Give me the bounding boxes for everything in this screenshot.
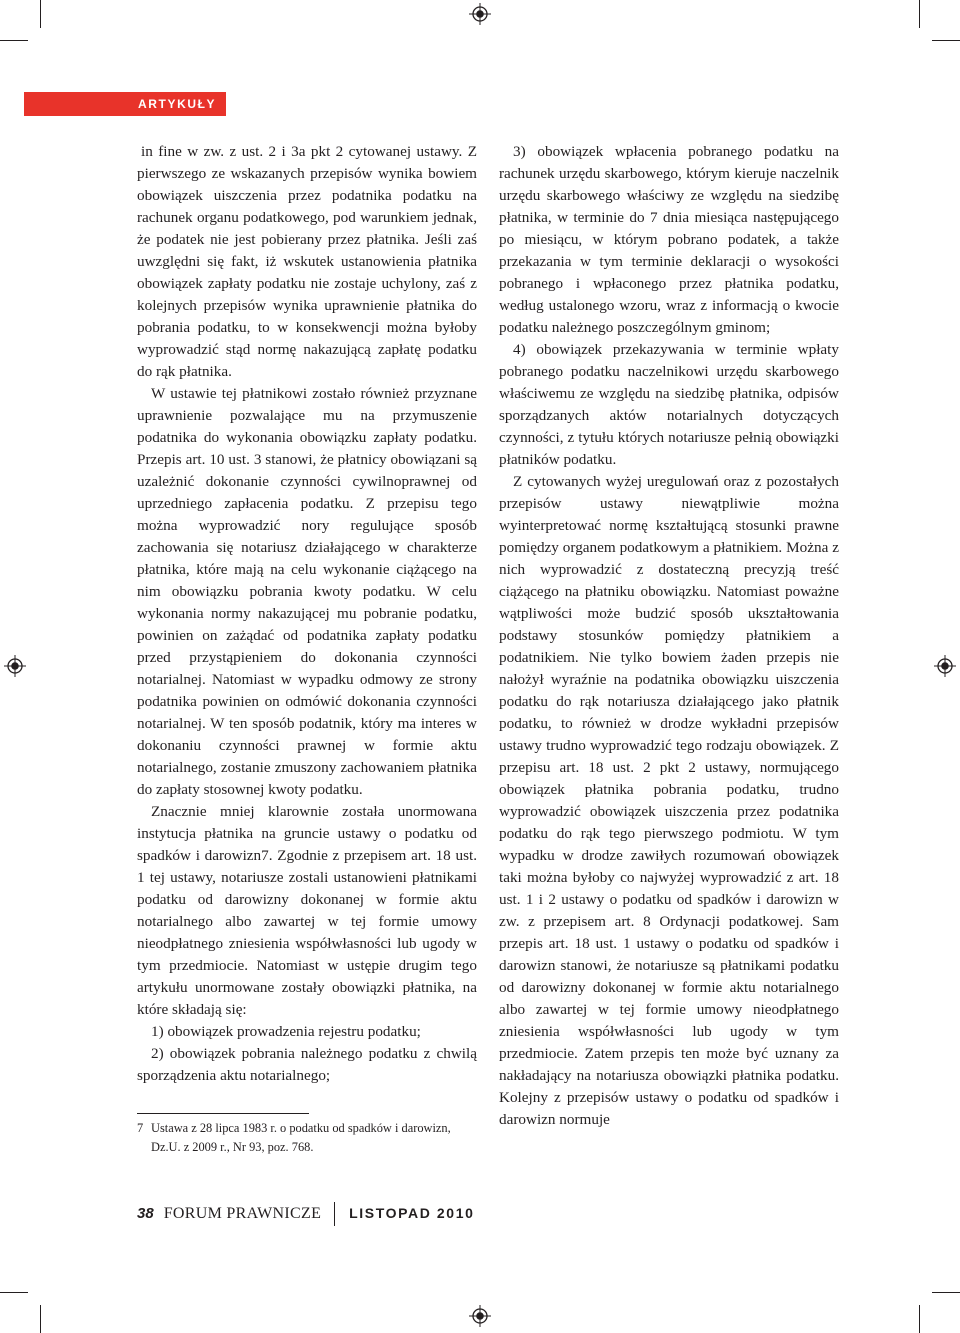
crop-mark [919,0,920,28]
crop-mark [932,1292,960,1293]
footer-divider [334,1202,335,1226]
issue-date: LISTOPAD 2010 [349,1205,475,1221]
registration-mark-icon [469,1305,491,1327]
crop-mark [0,40,28,41]
paragraph: Znacznie mniej klarownie została unormowana instytucja płatnika na gruncie ustawy o podatku od spadków i darowizn7. Zgodnie z przepisem art. 18 ust. 1 tej ustawy, notariusze zostali ustanowieni płatnikami podatku od darowizny dokonanej w formie aktu notarialnego albo zawartej w tej formie umowy nieodpłatnego zniesienia współwłasności lub ugody w tym przedmiocie. Natomiast w ustępie drugim tego artykułu unormowane zostały obowiązki płatnika, na które składają się: [137,803,477,1018]
crop-mark [919,1305,920,1333]
footnote-number: 7 [137,1121,144,1135]
section-label: ARTYKUŁY [24,92,226,116]
crop-mark [40,1305,41,1333]
footnote-text: Ustawa z 28 lipca 1983 r. o podatku od spadków i darowizn, Dz.U. z 2009 r., Nr 93, poz. 768. [151,1121,451,1154]
list-item: 1) obowiązek prowadzenia rejestru podatku; [151,1023,421,1040]
page-number: 38 [137,1205,154,1222]
crop-mark [932,40,960,41]
page-footer [137,1200,474,1226]
footnote [137,1119,482,1157]
list-item: 3) obowiązek wpłacenia pobranego podatku na rachunek urzędu skarbowego, którym kieruje naczelnik urzędu skarbowego właściwy ze względu na siedzibę płatnika, w terminie do 7 dnia miesiąca następującego po miesiącu, w którym pobrano podatek, a także przekazania w tym terminie deklaracji o wysokości pobranego i wpłaconego przez płatnika podatku, według ustalonego wzoru, wraz z informacją o kwocie podatku należnego poszczególnym gminom; [499,143,839,336]
registration-mark-icon [469,3,491,25]
list-item: 4) obowiązek przekazywania w terminie wpłaty pobranego podatku naczelnikowi urzędu skarbowego właściwemu ze względu na siedzibę płatnika, odpisów sporządzanych aktów notarialnych dotyczących czynności, z tytułu których notariusze pełnią obowiązki płatników podatku. [499,341,839,468]
paragraph: W ustawie tej płatnikowi zostało również przyznane uprawnienie pozwalające mu na przymuszenie podatnika do wykonania obowiązku zapłaty podatku. Przepis art. 10 ust. 3 stanowi, że płatnicy obowiązani są uzależnić dokonanie czynności cywilnoprawnej od uprzedniego zapłacenia podatku. Z przepisu tego można wyprowadzić nory regulujące sposób zachowania się notariusz działającego w charakterze płatnika, które mają na celu wykonanie ciążącego na nim obowiązku pobrania kwoty podatku. W celu wykonania normy nakazującej mu pobranie podatku, powinien on zażądać od podatnika zapłaty podatku przed przystąpieniem do dokonania czynności notarialnej. Natomiast w wypadku odmowy ze strony podatnika powinien on odmówić dokonania czynności notarialnej. W ten sposób podatnik, który ma interes w dokonaniu czynności prawnej w formie aktu notarialnego, zostanie zmuszony zachowaniem płatnika do zapłaty stosownej kwoty podatku. [137,385,477,798]
list-item: 2) obowiązek pobrania należnego podatku z chwilą sporządzenia aktu notarialnego; [137,1045,477,1084]
registration-mark-icon [4,655,26,677]
article-column-right [499,141,839,1131]
crop-mark [0,1292,28,1293]
article-column-left [137,141,477,1087]
footnote-divider [137,1113,309,1114]
registration-mark-icon [934,655,956,677]
paragraph: in fine w zw. z ust. 2 i 3a pkt 2 cytowanej ustawy. Z pierwszego ze wskazanych przepisów wynika bowiem obowiązek uiszczenia przez podatnika podatku na rachunek organu podatkowego, pod warunkiem jednak, że podatek nie jest pobierany przez płatnika. Jeśli zaś uwzględni się fakt, iż wskutek ustanowienia płatnika obowiązek zapłaty podatku nie zostaje uchylony, zaś z kolejnych przepisów wynika uprawnienie płatnika do pobrania podatku, to w konsekwencji można byłoby wyprowadzić stąd normę nakazującą zapłatę podatku do rąk płatnika. [137,143,477,380]
magazine-title: FORUM PRAWNICZE [163,1205,322,1222]
crop-mark [40,0,41,28]
paragraph: Z cytowanych wyżej uregulowań oraz z pozostałych przepisów ustawy niewątpliwie można wyinterpretować normę kształtującą stosunki prawne pomiędzy organem podatkowym a płatnikiem. Można z nich wyprowadzić z dostateczną precyzją treść ciążącego na płatniku obowiązku. Natomiast poważne wątpliwości może budzić sposób ukształtowania podstawy stosunków pomiędzy płatnikiem a podatnikiem. Nie tylko bowiem żaden przepis nie nałożył wyraźnie na podatnika obowiązku uiszczenia podatku do rąk notariusza działającego jako płatnik podatku, to również w drodze wykładni przepisów ustawy trudno wyprowadzić tego rodzaju obowiązek. Z przepisu art. 18 ust. 2 pkt 2 ustawy, normującego obowiązek płatnika pobrania podatku, trudno wyprowadzić obowiązek uiszczenia przez podatnika podatku do rąk tego pierwszego podmiotu. W tym wypadku w drodze zawiłych rozumowań obowiązek taki można byłoby co najwyżej wyprowadzić z art. 18 ust. 1 i 2 ustawy o podatku od spadków i darowizn w zw. z przepisem art. 8 Ordynacji podatkowej. Sam przepis art. 18 ust. 1 ustawy o podatku od spadków i darowizn stanowi, że notariusze są płatnikami podatku od darowizny dokonanej w formie aktu notarialnego albo zawartej w tej formie umowy nieodpłatnego zniesienia współwłasności lub ugody w tym przedmiocie. Zatem przepis ten może być uznany za nakładający na notariusza obowiązki płatnika podatku. Kolejny z przepisów ustawy o podatku od spadków i darowizn normuje [499,473,839,1128]
